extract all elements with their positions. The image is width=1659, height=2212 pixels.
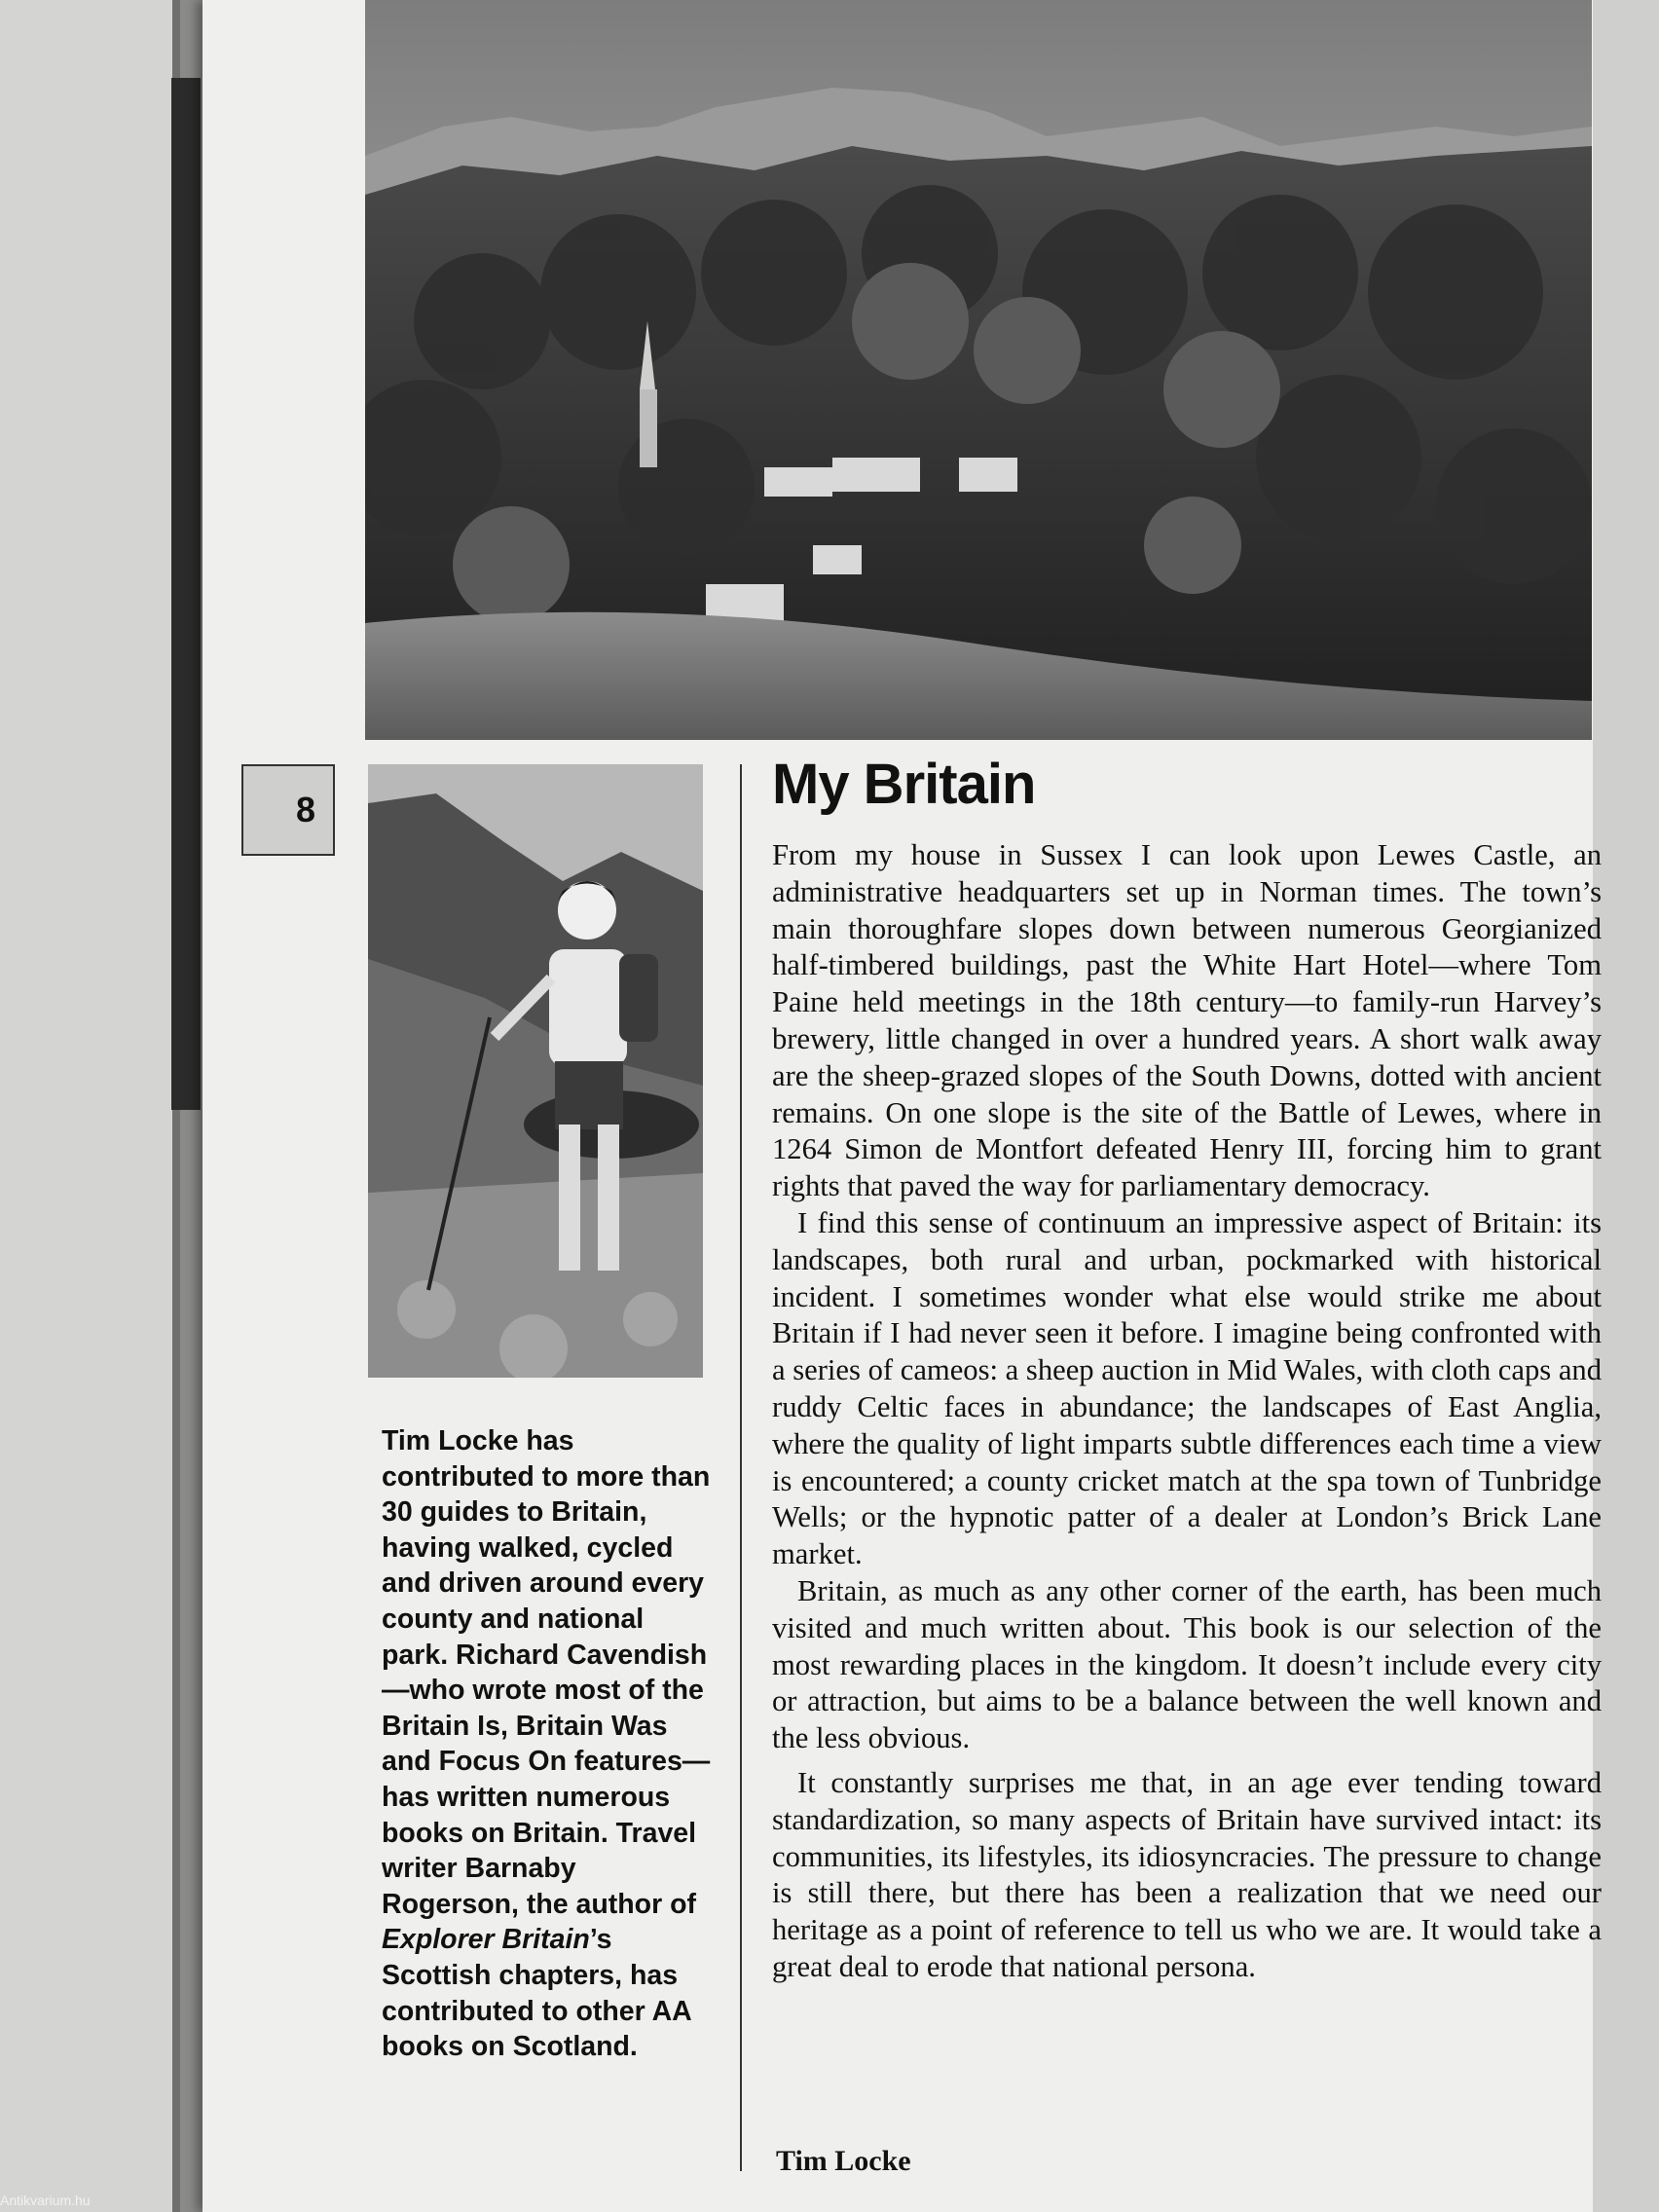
- caption-text-part2: ’s Scottish chapters, has contributed to other AA books on Scotland.: [382, 1924, 691, 2063]
- page-title: My Britain: [772, 753, 1036, 816]
- author-signature: Tim Locke: [776, 2145, 911, 2177]
- article-body: [772, 837, 1602, 1986]
- page-number: 8: [295, 790, 315, 830]
- paragraph-1: From my house in Sussex I can look upon Lewes Castle, an administrative headquarters set up in Norman times. The town’s main thoroughfare slopes down between numerous Georgianized half-timbered buildings, past the White Hart Hotel—where Tom Paine held meetings in the 18th century—to family-run Harvey’s brewery, little changed in over a hundred years. A short walk away are the sheep-grazed slopes of the South Downs, dotted with ancient remains. On one slope is the site of the Battle of Lewes, where in 1264 Simon de Montfort defeated Henry III, forcing him to grant rights that paved the way for parliamentary democracy.: [772, 838, 1602, 1203]
- previous-page-edge: [0, 0, 180, 2212]
- paragraph-3: Britain, as much as any other corner of the earth, has been much visited and much written about. This book is our selection of the most rewarding places in the kingdom. It doesn’t include every city or attraction, but aims to be a balance between the well known and the less obvious.: [772, 1573, 1602, 1755]
- paragraph-4: It constantly surprises me that, in an age ever tending toward standardization, so many aspects of Britain have survived intact: its communities, its lifestyles, its idiosyncracies. The pressure to change is still there, but there has been a realization that we need our heritage as a point of reference to tell us who we are. It would take a great deal to erode that national persona.: [772, 1765, 1602, 1983]
- page-number-box: [241, 764, 335, 856]
- underlying-page-strip: [171, 78, 201, 1110]
- contributors-caption: [382, 1423, 718, 2065]
- watermark: Antikvarium.hu: [0, 2193, 91, 2208]
- author-portrait-photo: [368, 764, 703, 1378]
- caption-book-title: Explorer Britain: [382, 1924, 590, 1956]
- next-page-edge: [1593, 0, 1659, 2212]
- column-divider: [740, 764, 742, 2171]
- landscape-photo: [365, 0, 1592, 740]
- caption-text-part1: Tim Locke has contributed to more than 30 guides to Britain, having walked, cycled and driven around every county and national park. Richard Cavendish—who wrote most of the Britain Is, Britain Was and Focus On features—has written numerous books on Britain. Travel writer Barnaby Rogerson, the author of: [382, 1425, 711, 1920]
- paragraph-2: I find this sense of continuum an impressive aspect of Britain: its landscapes, both rural and urban, pockmarked with historical incident. I sometimes wonder what else would strike me about Britain if I had never seen it before. I imagine being confronted with a series of cameos: a sheep auction in Mid Wales, with cloth caps and ruddy Celtic faces in abundance; the landscapes of East Anglia, where the quality of light imparts subtle differences each time a view is encountered; a county cricket match at the spa town of Tunbridge Wells; or the hypnotic patter of a dealer at London’s Brick Lane market.: [772, 1205, 1602, 1571]
